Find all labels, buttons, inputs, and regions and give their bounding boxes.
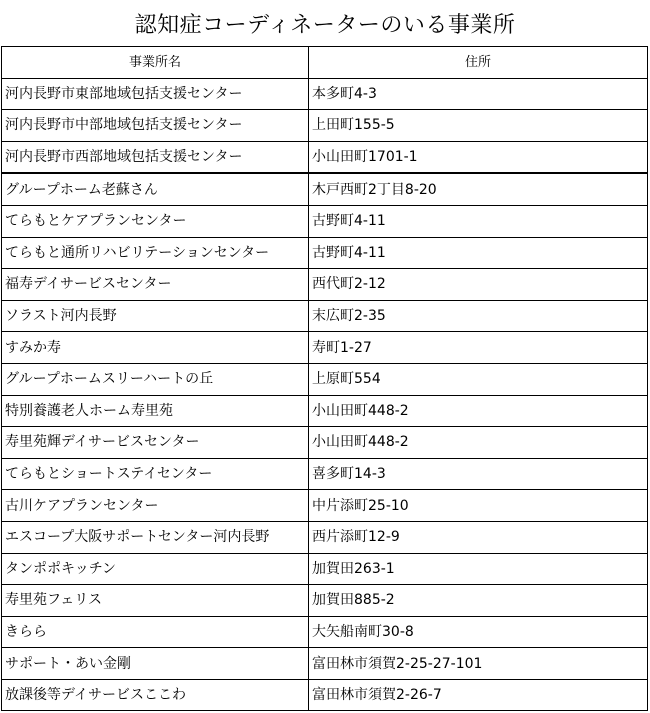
table-row <box>2 648 648 680</box>
facility-name-cell: ソラスト河内長野 <box>2 300 309 332</box>
address-cell: 小山田町1701-1 <box>309 141 648 173</box>
table-row <box>2 679 648 711</box>
table-body <box>2 78 648 711</box>
column-header-address: 住所 <box>309 47 648 79</box>
address-cell: 富田林市須賀2-25-27-101 <box>309 648 648 680</box>
table-row <box>2 585 648 617</box>
table-row <box>2 300 648 332</box>
address-cell: 小山田町448-2 <box>309 395 648 427</box>
facility-name-cell: てらもとショートステイセンター <box>2 458 309 490</box>
table-row <box>2 521 648 553</box>
facility-name-cell: 寿里苑輝デイサービスセンター <box>2 427 309 459</box>
facility-name-cell: きらら <box>2 616 309 648</box>
table-row <box>2 173 648 205</box>
table-row <box>2 553 648 585</box>
table-row <box>2 427 648 459</box>
facility-name-cell: てらもと通所リハビリテーションセンター <box>2 237 309 269</box>
address-cell: 上原町554 <box>309 363 648 395</box>
address-cell: 古野町4-11 <box>309 205 648 237</box>
table-row <box>2 395 648 427</box>
facility-name-cell: 河内長野市西部地域包括支援センター <box>2 141 309 173</box>
facility-name-cell: 特別養護老人ホーム寿里苑 <box>2 395 309 427</box>
facility-name-cell: エスコープ大阪サポートセンター河内長野 <box>2 521 309 553</box>
address-cell: 小山田町448-2 <box>309 427 648 459</box>
facility-name-cell: 寿里苑フェリス <box>2 585 309 617</box>
page-title: 認知症コーディネーターのいる事業所 <box>134 12 516 38</box>
address-cell: 加賀田885-2 <box>309 585 648 617</box>
table-row <box>2 490 648 522</box>
facility-name-cell: グループホーム老蘇さん <box>2 173 309 205</box>
table-row <box>2 78 648 110</box>
table-row <box>2 141 648 173</box>
facility-name-cell: 河内長野市東部地域包括支援センター <box>2 78 309 110</box>
address-cell: 末広町2-35 <box>309 300 648 332</box>
table-row <box>2 269 648 301</box>
table-row <box>2 332 648 364</box>
address-cell: 西代町2-12 <box>309 269 648 301</box>
address-cell: 古野町4-11 <box>309 237 648 269</box>
facility-name-cell: 福寿デイサービスセンター <box>2 269 309 301</box>
address-cell: 中片添町25-10 <box>309 490 648 522</box>
facility-name-cell: グループホームスリーハートの丘 <box>2 363 309 395</box>
table-row <box>2 458 648 490</box>
facility-table <box>1 46 648 711</box>
table-row <box>2 237 648 269</box>
facility-name-cell: タンポポキッチン <box>2 553 309 585</box>
facility-name-cell: 放課後等デイサービスここわ <box>2 679 309 711</box>
table-row <box>2 110 648 142</box>
address-cell: 加賀田263-1 <box>309 553 648 585</box>
table-row <box>2 363 648 395</box>
facility-name-cell: すみか寿 <box>2 332 309 364</box>
address-cell: 富田林市須賀2-26-7 <box>309 679 648 711</box>
address-cell: 大矢船南町30-8 <box>309 616 648 648</box>
table-row <box>2 205 648 237</box>
facility-name-cell: 河内長野市中部地域包括支援センター <box>2 110 309 142</box>
address-cell: 上田町155-5 <box>309 110 648 142</box>
address-cell: 西片添町12-9 <box>309 521 648 553</box>
address-cell: 喜多町14-3 <box>309 458 648 490</box>
address-cell: 本多町4-3 <box>309 78 648 110</box>
facility-name-cell: 古川ケアプランセンター <box>2 490 309 522</box>
address-cell: 木戸西町2丁目8-20 <box>309 173 648 205</box>
address-cell: 寿町1-27 <box>309 332 648 364</box>
column-header-facility: 事業所名 <box>2 47 309 79</box>
table-row <box>2 616 648 648</box>
table-header-row <box>2 47 648 79</box>
facility-name-cell: サポート・あい金剛 <box>2 648 309 680</box>
facility-name-cell: てらもとケアプランセンター <box>2 205 309 237</box>
